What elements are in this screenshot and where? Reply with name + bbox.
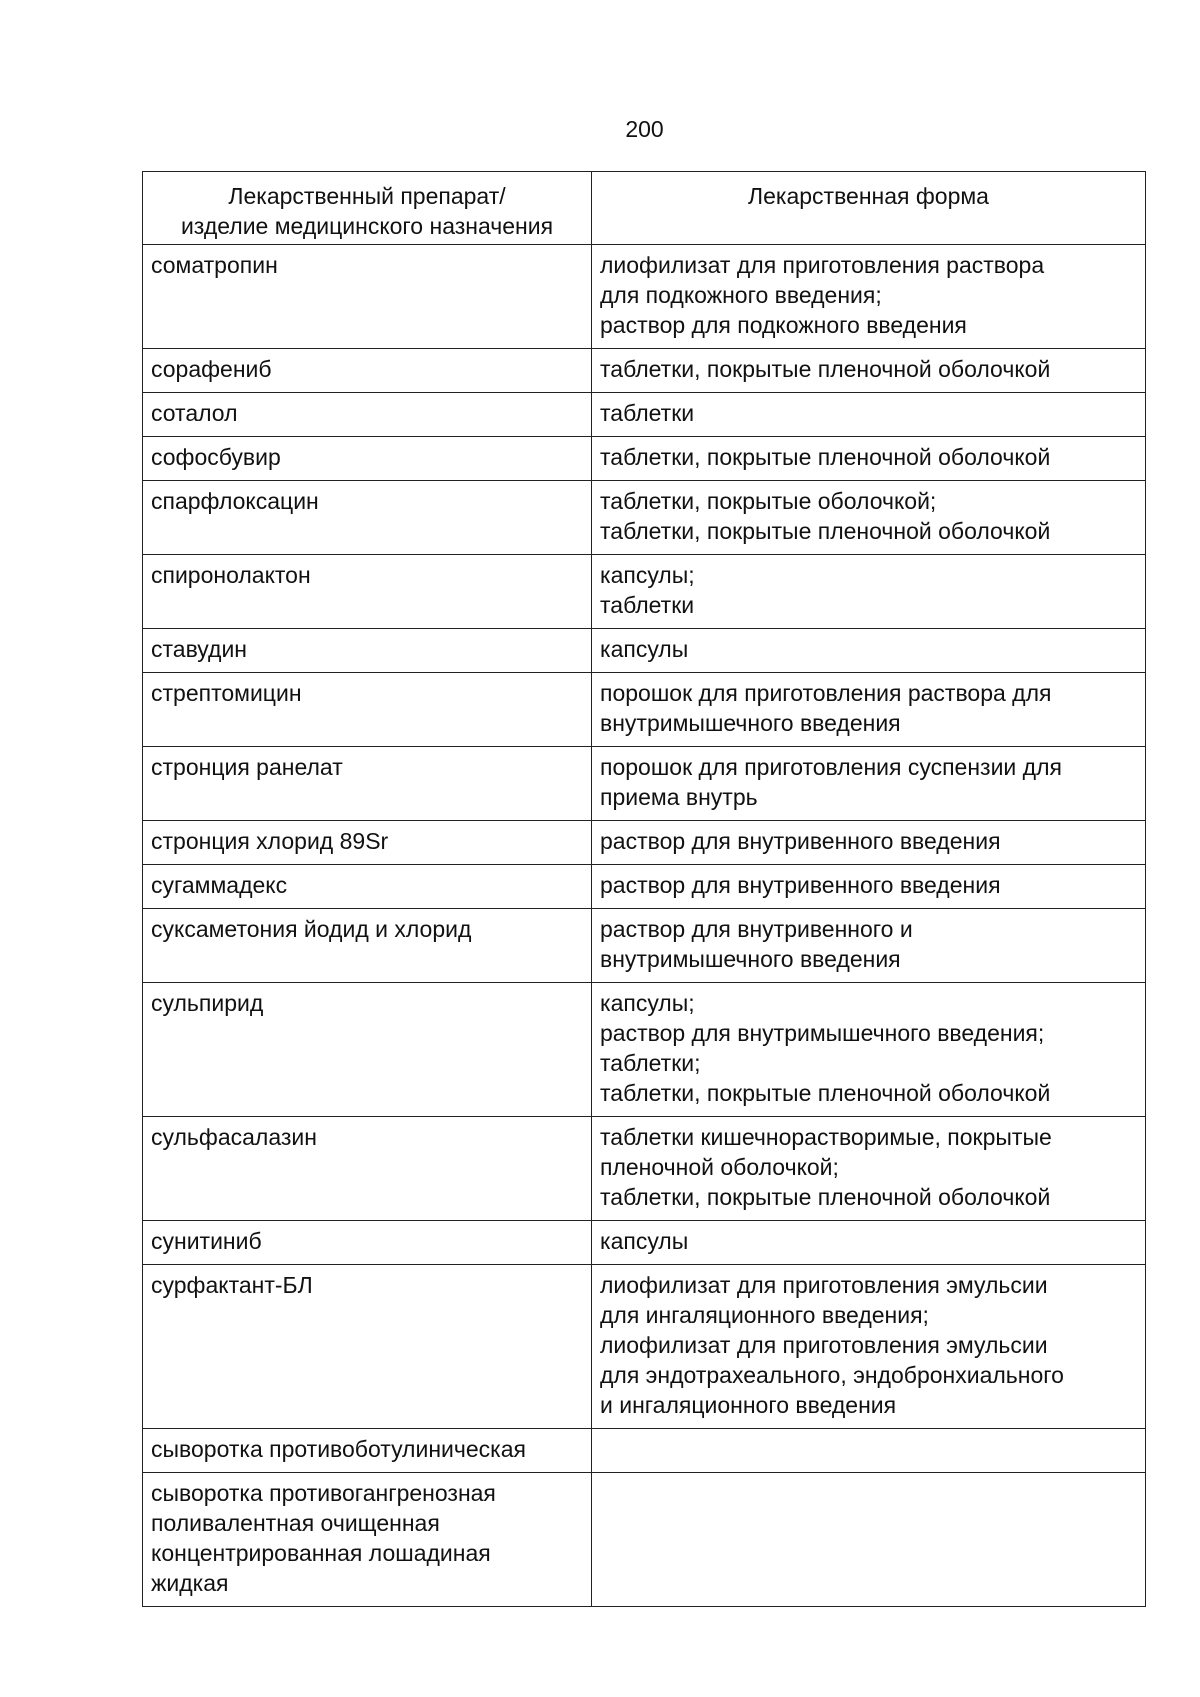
drug-cell — [143, 821, 592, 865]
dosage-form-line: таблетки, покрытые пленочной оболочкой — [600, 356, 1051, 382]
table-row — [143, 821, 1146, 865]
table-row — [143, 1117, 1146, 1221]
dosage-form-line: и ингаляционного введения — [600, 1392, 897, 1418]
dosage-form-line: капсулы — [600, 636, 689, 662]
dosage-form-line: таблетки, покрытые пленочной оболочкой — [600, 1080, 1051, 1106]
dosage-form-line: пленочной оболочкой; — [600, 1154, 839, 1180]
drug-name-line: стронция хлорид 89Sr — [151, 828, 389, 854]
drug-name-line: поливалентная очищенная — [151, 1510, 440, 1536]
drug-name-line: сульфасалазин — [151, 1124, 317, 1150]
table-row — [143, 747, 1146, 821]
table-row — [143, 1221, 1146, 1265]
drug-cell — [143, 1117, 592, 1221]
table-row — [143, 1265, 1146, 1429]
dosage-form-line: таблетки, покрытые оболочкой; — [600, 488, 937, 514]
header-drug-line: Лекарственный препарат/ — [228, 183, 506, 209]
dosage-form-line: лиофилизат для приготовления эмульсии — [600, 1272, 1048, 1298]
dosage-form-line: капсулы — [600, 1228, 689, 1254]
dosage-form-line: лиофилизат для приготовления раствора — [600, 252, 1045, 278]
drug-cell — [143, 983, 592, 1117]
dosage-form-line: порошок для приготовления раствора для — [600, 680, 1052, 706]
table-row — [143, 481, 1146, 555]
dosage-form-line: раствор для подкожного введения — [600, 312, 967, 338]
dosage-form-line: порошок для приготовления суспензии для — [600, 754, 1062, 780]
drug-cell — [143, 865, 592, 909]
table-row — [143, 555, 1146, 629]
drug-cell — [143, 1473, 592, 1607]
drug-name-line: сунитиниб — [151, 1228, 262, 1254]
form-cell — [592, 1265, 1146, 1429]
table-row — [143, 629, 1146, 673]
table-row — [143, 393, 1146, 437]
table-row — [143, 1473, 1146, 1607]
drug-cell — [143, 1429, 592, 1473]
dosage-form-line: таблетки; — [600, 1050, 701, 1076]
drug-cell — [143, 1221, 592, 1265]
drug-cell — [143, 1265, 592, 1429]
drug-name-line: стронция ранелат — [151, 754, 343, 780]
drug-name-line: сорафениб — [151, 356, 272, 382]
table-row — [143, 1429, 1146, 1473]
form-cell — [592, 349, 1146, 393]
table-header-row — [143, 172, 1146, 245]
header-form — [592, 172, 1146, 245]
drug-name-line: стрептомицин — [151, 680, 302, 706]
form-cell — [592, 629, 1146, 673]
dosage-form-line: таблетки — [600, 592, 695, 618]
drug-cell — [143, 393, 592, 437]
drug-name-line: концентрированная лошадиная — [151, 1540, 491, 1566]
dosage-form-line: таблетки, покрытые пленочной оболочкой — [600, 444, 1051, 470]
dosage-form-line: таблетки, покрытые пленочной оболочкой — [600, 518, 1051, 544]
drug-cell — [143, 629, 592, 673]
table-row — [143, 245, 1146, 349]
table-row — [143, 909, 1146, 983]
page-number: 200 — [625, 116, 664, 142]
form-cell — [592, 555, 1146, 629]
drug-name-line: спиронолактон — [151, 562, 311, 588]
dosage-form-line: таблетки, покрытые пленочной оболочкой — [600, 1184, 1051, 1210]
table-row — [143, 983, 1146, 1117]
drug-name-line: суксаметония йодид и хлорид — [151, 916, 472, 942]
header-form-line: Лекарственная форма — [748, 183, 989, 209]
dosage-form-line: таблетки — [600, 400, 695, 426]
drug-cell — [143, 349, 592, 393]
drug-name-line: спарфлоксацин — [151, 488, 319, 514]
form-cell — [592, 481, 1146, 555]
form-cell — [592, 909, 1146, 983]
dosage-form-line: для эндотрахеального, эндобронхиального — [600, 1362, 1064, 1388]
drug-name-line: ставудин — [151, 636, 247, 662]
dosage-form-line: капсулы; — [600, 990, 695, 1016]
form-cell — [592, 1117, 1146, 1221]
drug-name-line: сульпирид — [151, 990, 264, 1016]
header-drug-line: изделие медицинского назначения — [180, 213, 554, 239]
form-cell — [592, 673, 1146, 747]
drug-name-line: сыворотка противоботулиническая — [151, 1436, 526, 1462]
form-cell — [592, 1429, 1146, 1473]
drug-name-line: сугаммадекс — [151, 872, 288, 898]
drug-name-line: соматропин — [151, 252, 278, 278]
form-cell — [592, 393, 1146, 437]
header-drug — [143, 172, 592, 245]
table-body — [143, 245, 1146, 1607]
table-row — [143, 437, 1146, 481]
dosage-form-line: раствор для внутривенного введения — [600, 872, 1001, 898]
drug-cell — [143, 747, 592, 821]
dosage-form-line: лиофилизат для приготовления эмульсии — [600, 1332, 1048, 1358]
drug-cell — [143, 245, 592, 349]
form-cell — [592, 747, 1146, 821]
drug-name-line: софосбувир — [151, 444, 281, 470]
form-cell — [592, 821, 1146, 865]
drug-cell — [143, 673, 592, 747]
table-row — [143, 865, 1146, 909]
drug-cell — [143, 481, 592, 555]
table-row — [143, 349, 1146, 393]
dosage-form-line: таблетки кишечнорастворимые, покрытые — [600, 1124, 1052, 1150]
form-cell — [592, 1221, 1146, 1265]
drug-cell — [143, 555, 592, 629]
dosage-form-line: раствор для внутривенного введения — [600, 828, 1001, 854]
form-cell — [592, 865, 1146, 909]
form-cell — [592, 1473, 1146, 1607]
table-row — [143, 673, 1146, 747]
dosage-form-line: раствор для внутримышечного введения; — [600, 1020, 1045, 1046]
dosage-form-line: для подкожного введения; — [600, 282, 882, 308]
form-cell — [592, 983, 1146, 1117]
drug-name-line: жидкая — [151, 1570, 229, 1596]
drug-cell — [143, 437, 592, 481]
dosage-form-line: раствор для внутривенного и — [600, 916, 913, 942]
form-cell — [592, 437, 1146, 481]
dosage-form-line: для ингаляционного введения; — [600, 1302, 929, 1328]
drug-name-line: сыворотка противогангренозная — [151, 1480, 496, 1506]
drug-table — [142, 171, 1146, 1607]
drug-cell — [143, 909, 592, 983]
dosage-form-line: приема внутрь — [600, 784, 758, 810]
dosage-form-line: внутримышечного введения — [600, 710, 901, 736]
form-cell — [592, 245, 1146, 349]
drug-name-line: сурфактант-БЛ — [151, 1272, 313, 1298]
dosage-form-line: капсулы; — [600, 562, 695, 588]
dosage-form-line: внутримышечного введения — [600, 946, 901, 972]
drug-name-line: соталол — [151, 400, 238, 426]
